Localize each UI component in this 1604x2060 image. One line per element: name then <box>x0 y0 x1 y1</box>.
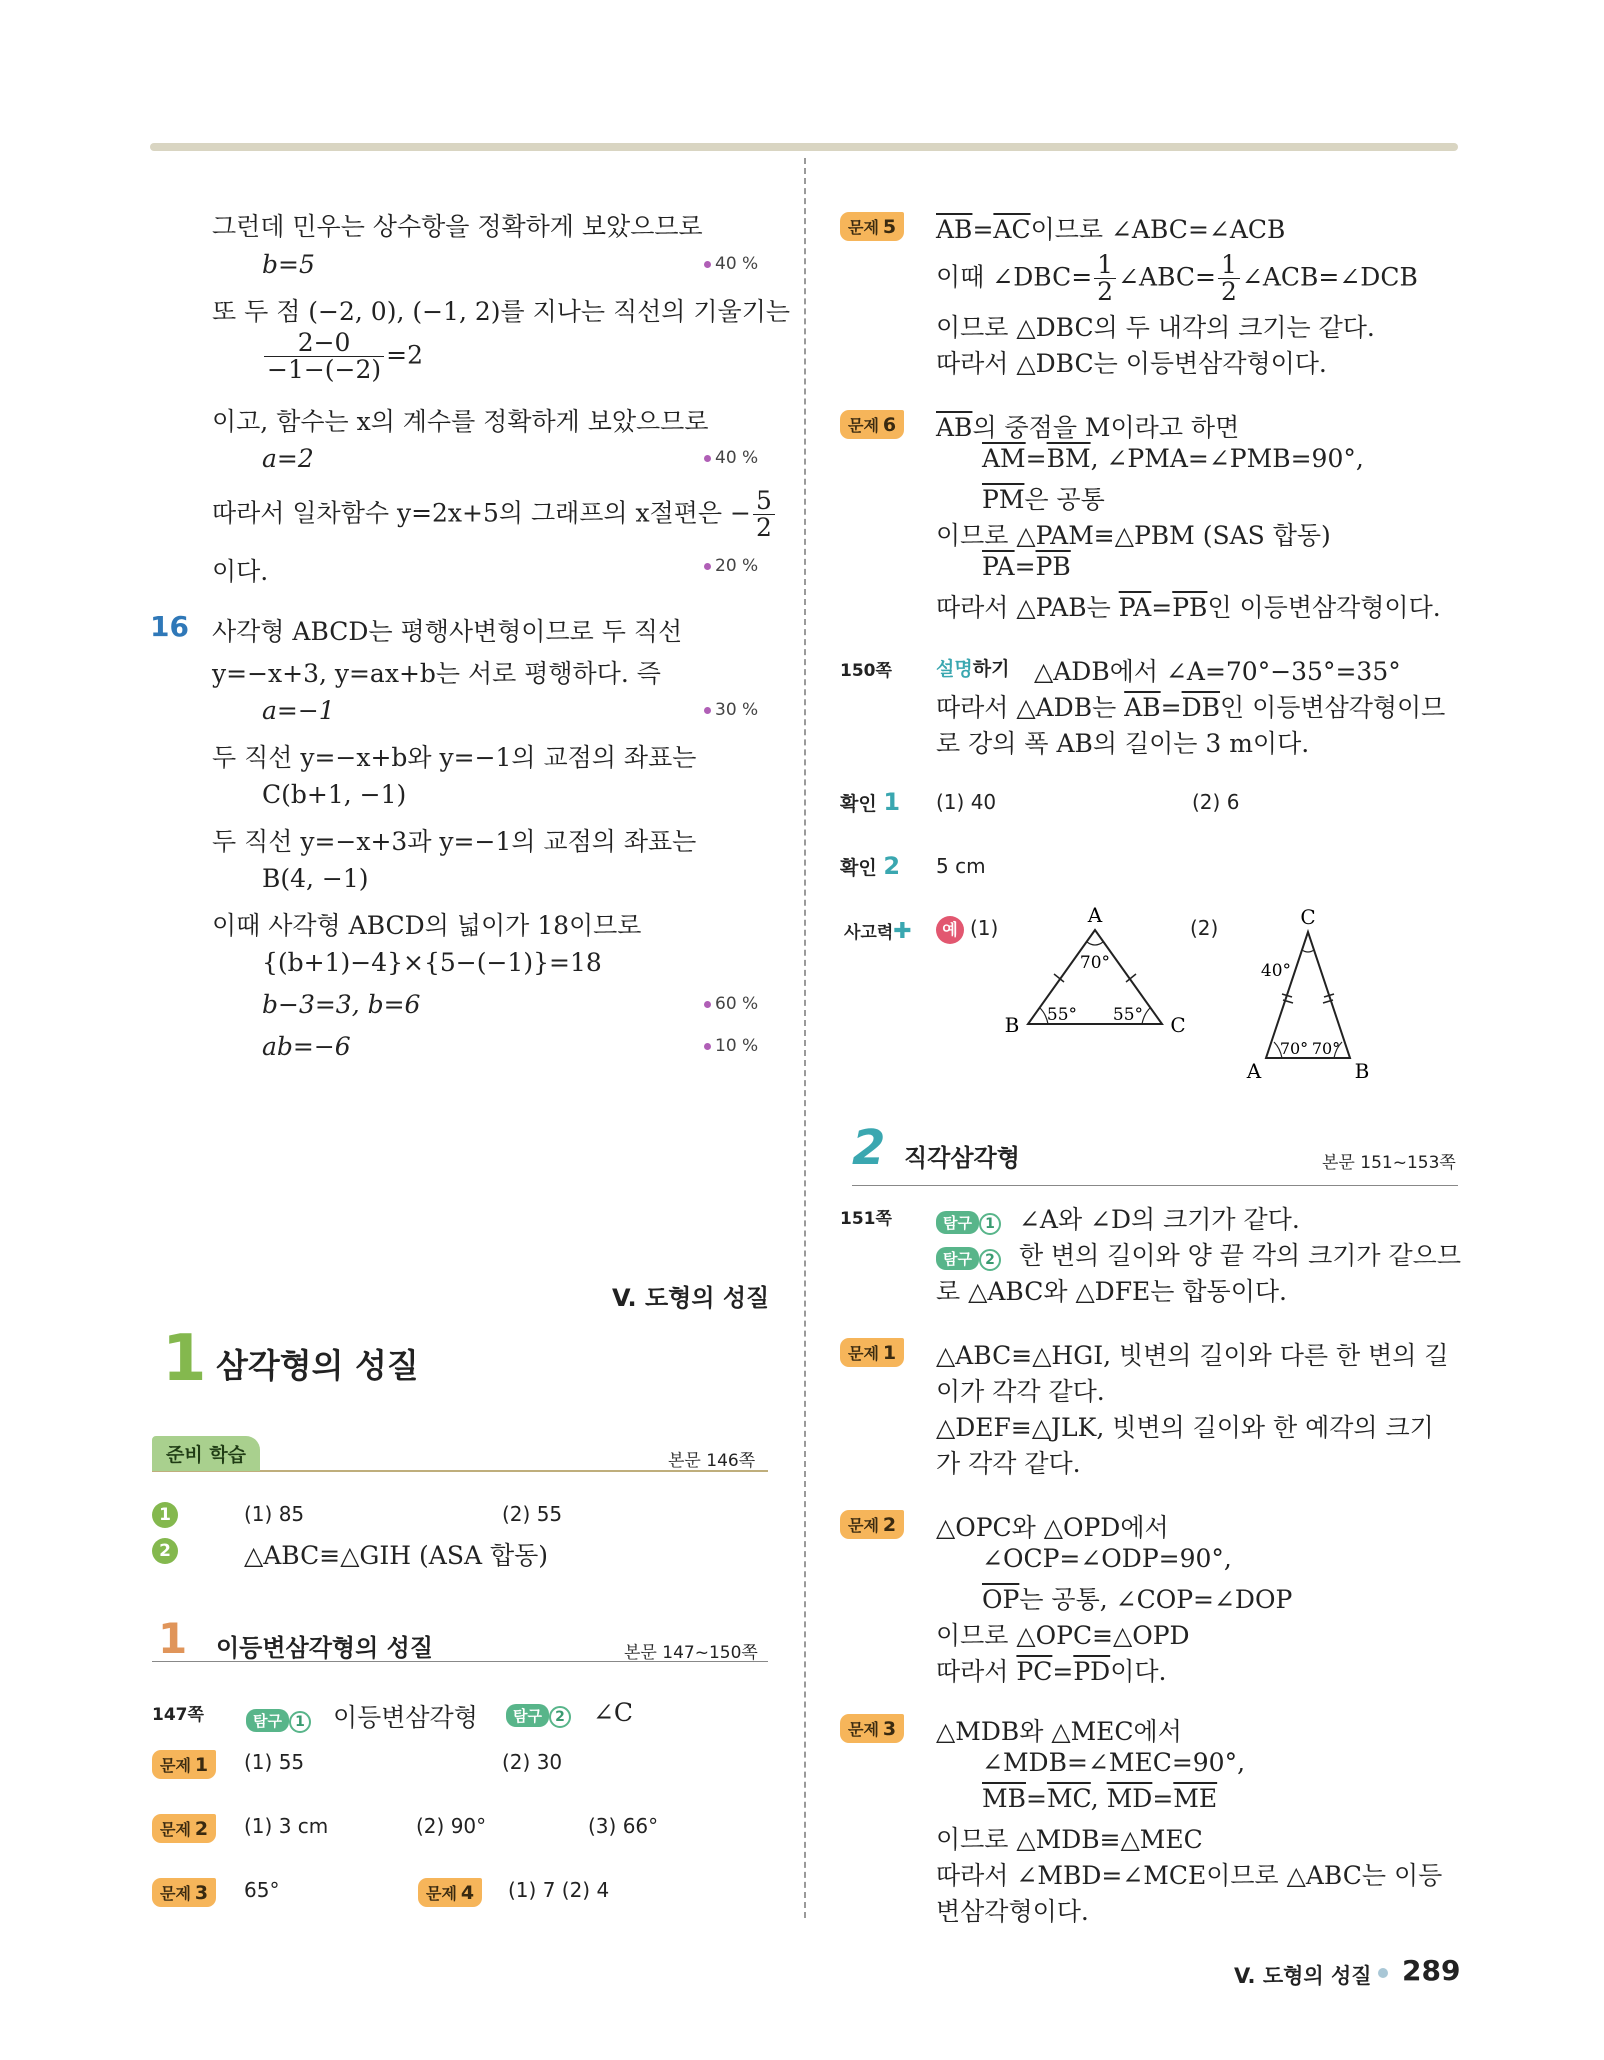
text-line: $\overline{AM}=\overline{BM}$, ∠PMA=∠PMB=90°, <box>982 444 1364 473</box>
angle-arc <box>1087 942 1103 945</box>
problem-badge: 문제 5 <box>840 212 904 241</box>
page-label: 151쪽 <box>840 1209 892 1229</box>
page-label: 147쪽 <box>152 1705 204 1725</box>
page-reference: 본문 147~150쪽 <box>624 1643 758 1663</box>
text-line: △DEF≡△JLK, 빗변의 길이와 한 예각의 크기 <box>936 1413 1434 1442</box>
text-line: ab=−6 <box>262 1032 351 1061</box>
angle-label: 70° <box>1279 1039 1309 1058</box>
angle-arc <box>1142 1008 1150 1024</box>
text-line: 이므로 △OPC≡△OPD <box>936 1621 1190 1650</box>
check-label: 확인 1 <box>840 788 901 816</box>
text-line: $\overline{AB}$의 중점을 M이라고 하면 <box>936 413 1240 442</box>
page-reference: 본문 151~153쪽 <box>1322 1153 1456 1173</box>
vertex-label: A <box>1087 903 1103 927</box>
sub-label: (1) <box>970 916 999 940</box>
text-line: y=−x+3, y=ax+b는 서로 평행하다. 즉 <box>212 659 661 688</box>
text-line: $\overline{PA}=\overline{PB}$ <box>982 552 1071 581</box>
score-percent: 40 % <box>704 448 758 468</box>
text-line: 이가 각각 같다. <box>936 1377 1105 1406</box>
explore-1: 탐구 1 이등변삼각형 <box>246 1698 478 1734</box>
score-percent: 30 % <box>704 700 758 720</box>
thinking-label: 사고력✚ <box>844 919 912 944</box>
vertex-label: B <box>1354 1059 1370 1082</box>
problem-badge: 문제 2 <box>840 1510 904 1539</box>
text-line: 따라서 일차함수 y=2x+5의 그래프의 x절편은 − $\frac{5}{2}$ <box>212 488 777 542</box>
section-title: 삼각형의 성질 <box>216 1346 419 1385</box>
text-line: 또 두 점 (−2, 0), (−1, 2)를 지나는 직선의 기울기는 <box>212 297 790 326</box>
problem-badge: 문제 3 <box>152 1878 216 1907</box>
answer: (1) 55 <box>244 1750 305 1774</box>
text-line: 이므로 △MDB≡△MEC <box>936 1825 1203 1854</box>
text-line: a=−1 <box>262 696 335 725</box>
vertex-label: C <box>1300 905 1316 929</box>
page-label: 150쪽 <box>840 661 892 681</box>
text-line: b−3=3, b=6 <box>262 990 421 1019</box>
page-reference: 본문 146쪽 <box>668 1451 756 1471</box>
answer: △ABC≡△GIH (ASA 합동) <box>244 1541 549 1570</box>
explore-line: 탐구 2 한 변의 길이와 양 끝 각의 크기가 같으므 <box>936 1236 1461 1272</box>
footer-dot <box>1378 1968 1388 1978</box>
problem-badge: 문제 1 <box>152 1750 216 1779</box>
explain-label: 설명하기 <box>936 658 1010 680</box>
item-number: 2 <box>152 1538 178 1564</box>
section-title: 직각삼각형 <box>904 1144 1020 1172</box>
text-line: B(4, −1) <box>262 864 369 893</box>
text-line: △ADB에서 ∠A=70°−35°=35° <box>1034 657 1401 686</box>
text-line: ∠OCP=∠ODP=90°, <box>982 1544 1232 1573</box>
check-label: 확인 2 <box>840 852 901 880</box>
text-line: 이므로 △DBC의 두 내각의 크기는 같다. <box>936 313 1375 342</box>
score-percent: 10 % <box>704 1036 758 1056</box>
sub-label: (2) <box>1190 916 1219 940</box>
top-rule <box>150 143 1458 151</box>
text-line: C(b+1, −1) <box>262 780 407 809</box>
fraction-line: $\frac{2-0}{-1-(-2)}$ =2 <box>262 330 423 384</box>
text-line: 사각형 ABCD는 평행사변형이므로 두 직선 <box>212 617 683 646</box>
text-line: 가 각각 같다. <box>936 1449 1081 1478</box>
text-line: a=2 <box>262 444 314 473</box>
answer: (1) 3 cm <box>244 1814 329 1838</box>
explore-2: 탐구 2 ∠C <box>506 1698 633 1728</box>
fraction: $\frac{5}{2}$ <box>753 488 775 542</box>
answer: (1) 7 (2) 4 <box>508 1878 610 1902</box>
text-line: 이므로 △PAM≡△PBM (SAS 합동) <box>936 521 1331 550</box>
answer: (2) 6 <box>1192 790 1240 814</box>
subsection-number: 1 <box>158 1614 188 1663</box>
chapter-title: V. 도형의 성질 <box>612 1284 770 1312</box>
text-line: $\overline{PM}$은 공통 <box>982 485 1105 514</box>
problem-badge: 문제 2 <box>152 1814 216 1843</box>
text-line: 이다. <box>212 557 269 586</box>
answer: (2) 30 <box>502 1750 563 1774</box>
text-line: △MDB와 △MEC에서 <box>936 1717 1182 1746</box>
text-line: 두 직선 y=−x+b와 y=−1의 교점의 좌표는 <box>212 743 697 772</box>
section-number: 2 <box>852 1120 886 1176</box>
subsection-title: 이등변삼각형의 성질 <box>216 1634 434 1662</box>
text-line: 따라서 △PAB는 $\overline{PA}=\overline{PB}$인 이등변삼각형이다. <box>936 593 1441 622</box>
text-line: $\overline{MB}=\overline{MC}$, $\overline{MD}=\overline{ME}$ <box>982 1784 1218 1813</box>
angle-label: 40° <box>1260 961 1292 981</box>
text-line: 두 직선 y=−x+3과 y=−1의 교점의 좌표는 <box>212 827 697 856</box>
text-line: 로 강의 폭 AB의 길이는 3 m이다. <box>936 729 1310 758</box>
problem-badge: 문제 4 <box>418 1878 482 1907</box>
score-percent: 20 % <box>704 556 758 576</box>
angle-arc <box>1302 950 1314 952</box>
text-line: 따라서 △DBC는 이등변삼각형이다. <box>936 349 1327 378</box>
column-divider <box>804 158 806 1918</box>
example-badge: 예 <box>936 916 964 944</box>
answer: (1) 40 <box>936 790 997 814</box>
page-number: 289 <box>1402 1954 1461 1987</box>
vertex-label: B <box>1004 1013 1020 1037</box>
text-line: 이고, 함수는 x의 계수를 정확하게 보았으므로 <box>212 407 709 436</box>
answer: 65° <box>244 1878 280 1902</box>
problem-badge: 문제 3 <box>840 1714 904 1743</box>
angle-label: 55° <box>1112 1005 1144 1025</box>
text-line: {(b+1)−4}×{5−(−1)}=18 <box>262 948 602 977</box>
footer-chapter: V. 도형의 성질 <box>1234 1964 1372 1988</box>
text-line: $\overline{AB}=\overline{AC}$이므로 ∠ABC=∠ACB <box>936 215 1286 244</box>
angle-label: 70° <box>1079 953 1111 973</box>
score-percent: 60 % <box>704 994 758 1014</box>
text-line: 이때 ∠DBC= $\frac{1}{2}$ ∠ABC= $\frac{1}{2}$ ∠ACB=∠DCB <box>936 250 1418 307</box>
problem-badge: 문제 1 <box>840 1338 904 1367</box>
text-line: 로 △ABC와 △DFE는 합동이다. <box>936 1277 1287 1306</box>
problem-badge: 문제 6 <box>840 410 904 439</box>
vertex-label: C <box>1170 1013 1186 1037</box>
text-line: 그런데 민우는 상수항을 정확하게 보았으므로 <box>212 212 703 241</box>
answer: (2) 55 <box>502 1502 563 1526</box>
text-line: 따라서 ∠MBD=∠MCE이므로 △ABC는 이등 <box>936 1861 1443 1890</box>
text-line: 따라서 △ADB는 $\overline{AB}=\overline{DB}$인 이등변삼각형이므 <box>936 693 1446 722</box>
angle-label: 55° <box>1046 1005 1078 1025</box>
text-line: 이때 사각형 ABCD의 넓이가 18이므로 <box>212 911 642 940</box>
text-line: b=5 <box>262 250 315 279</box>
fraction: $\frac{2-0}{-1-(-2)}$ <box>264 330 384 384</box>
item-number: 1 <box>152 1502 178 1528</box>
explore-line: 탐구 1 ∠A와 ∠D의 크기가 같다. <box>936 1200 1300 1236</box>
answer: (1) 85 <box>244 1502 305 1526</box>
triangle-diagrams <box>990 902 1410 1082</box>
prep-label: 준비 학습 <box>152 1436 260 1471</box>
text-line: △ABC≡△HGI, 빗변의 길이와 다른 한 변의 길 <box>936 1341 1449 1370</box>
section-number: 1 <box>162 1322 207 1396</box>
answer: (3) 66° <box>588 1814 659 1838</box>
answer: (2) 90° <box>416 1814 487 1838</box>
text-line: $\overline{OP}$는 공통, ∠COP=∠DOP <box>982 1585 1293 1614</box>
angle-label: 70° <box>1311 1039 1341 1058</box>
text-line: △OPC와 △OPD에서 <box>936 1513 1169 1542</box>
problem-number: 16 <box>150 610 189 643</box>
vertex-label: A <box>1246 1059 1262 1082</box>
text-line: ∠MDB=∠MEC=90°, <box>982 1748 1246 1777</box>
text-line: 변삼각형이다. <box>936 1897 1089 1926</box>
answer: 5 cm <box>936 854 986 878</box>
score-percent: 40 % <box>704 254 758 274</box>
text-line: 따라서 $\overline{PC}=\overline{PD}$이다. <box>936 1657 1167 1686</box>
